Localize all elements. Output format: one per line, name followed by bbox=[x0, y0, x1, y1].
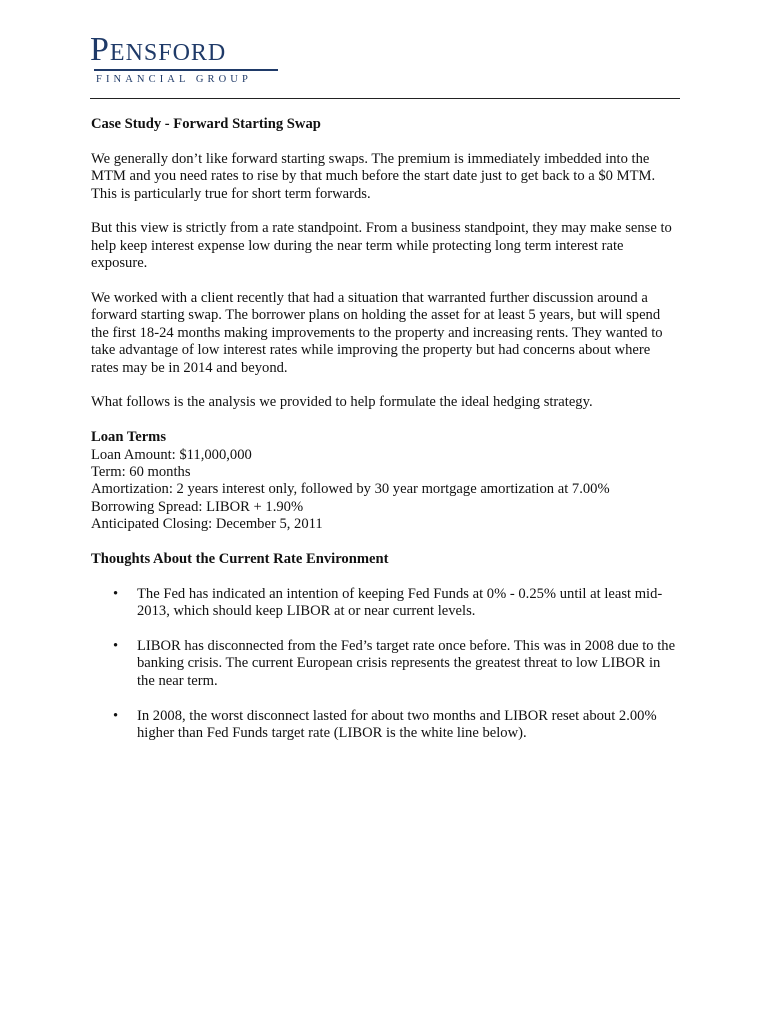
company-logo bbox=[90, 33, 282, 85]
logo-name: Pensford bbox=[90, 31, 227, 68]
list-item-text: LIBOR has disconnected from the Fed’s target rate once before. This was in 2008 due to the banking crisis. The current European crisis represents the greatest threat to low LIBOR in the near term. bbox=[137, 638, 676, 689]
bullet-icon: • bbox=[113, 638, 119, 655]
paragraph-analysis-intro: What follows is the analysis we provided to help formulate the ideal hedging strategy. bbox=[91, 394, 593, 411]
paragraph-intro: We generally don’t like forward starting swaps. The premium is immediately imbedded into the MTM and you need rates to rise by that much before the start date just to get back to a $0 MTM. This is particularly true for short term forwards. bbox=[91, 150, 656, 202]
logo-divider bbox=[94, 69, 278, 71]
document-title: Case Study - Forward Starting Swap bbox=[91, 116, 321, 132]
logo-tagline: FINANCIAL GROUP bbox=[96, 74, 252, 85]
list-item bbox=[91, 586, 681, 621]
loan-term-amount: Loan Amount: $11,000,000 bbox=[91, 446, 252, 463]
list-item bbox=[91, 708, 681, 743]
bullet-icon: • bbox=[113, 707, 119, 724]
loan-term-term: Term: 60 months bbox=[91, 464, 191, 481]
loan-terms-heading: Loan Terms bbox=[91, 429, 167, 446]
list-item-text: In 2008, the worst disconnect lasted for about two months and LIBOR reset about 2.00% higher than Fed Funds target rate (LIBOR is the white line below). bbox=[137, 707, 657, 742]
rate-environment-heading: Thoughts About the Current Rate Environment bbox=[91, 551, 389, 568]
loan-term-spread: Borrowing Spread: LIBOR + 1.90% bbox=[91, 498, 304, 515]
document-body bbox=[91, 116, 681, 760]
loan-terms-list bbox=[91, 447, 681, 534]
header-divider bbox=[90, 98, 680, 99]
loan-term-closing: Anticipated Closing: December 5, 2011 bbox=[91, 516, 323, 533]
paragraph-business-view: But this view is strictly from a rate standpoint. From a business standpoint, they may make sense to help keep interest expense low during the near term while protecting long term interest rate exposure. bbox=[91, 220, 672, 272]
bullet-icon: • bbox=[113, 585, 119, 602]
paragraph-client-situation: We worked with a client recently that had a situation that warranted further discussion around a forward starting swap. The borrower plans on holding the asset for at least 5 years, but will spend the first 18-24 months making improvements to the property and increasing rents. They wanted to take advantage of low interest rates while improving the property but had concerns about where rates may be in 2014 and beyond. bbox=[91, 290, 663, 376]
rate-environment-list bbox=[91, 586, 681, 743]
list-item bbox=[91, 638, 681, 690]
loan-term-amortization: Amortization: 2 years interest only, followed by 30 year mortgage amortization at 7.00% bbox=[91, 481, 610, 498]
list-item-text: The Fed has indicated an intention of keeping Fed Funds at 0% - 0.25% until at least mid-2013, which should keep LIBOR at or near current levels. bbox=[137, 585, 663, 620]
